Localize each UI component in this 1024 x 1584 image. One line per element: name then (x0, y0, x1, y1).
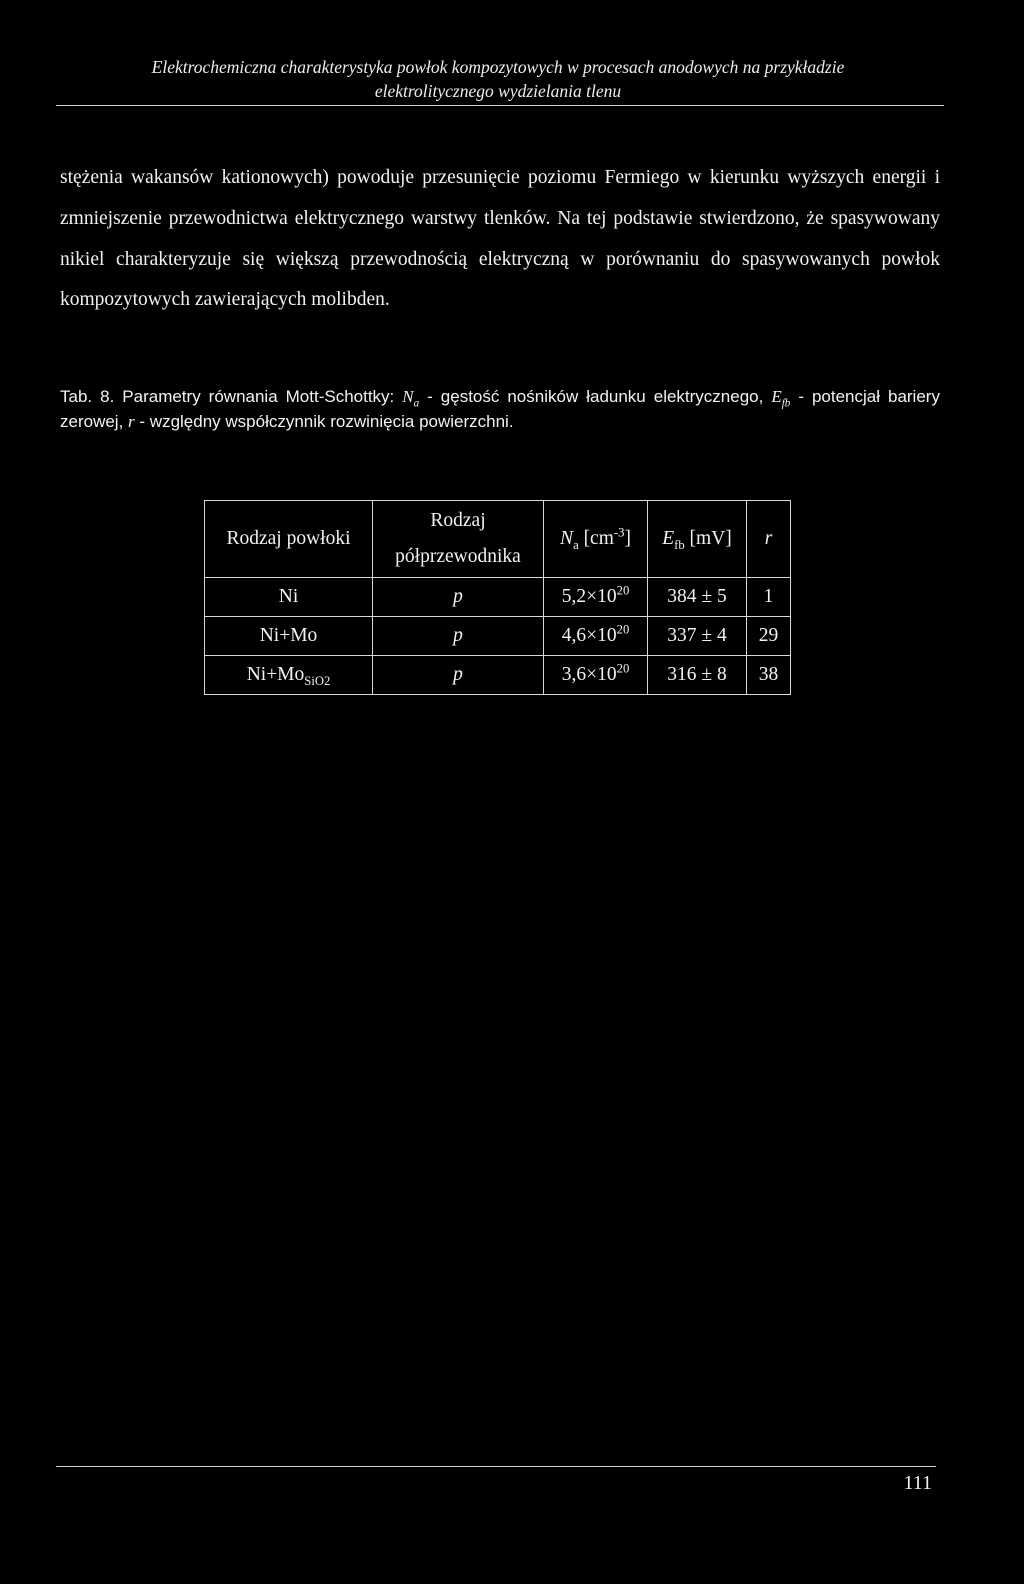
caption-symbol-efb: $E_{fb}$ (771, 387, 791, 410)
running-head-line-2: elektrolitycznego wydzielania tlenu (374, 81, 622, 101)
table-row (205, 578, 791, 617)
caption-text-2: - gęstość nośników ładunku elektrycznego, (427, 387, 764, 406)
header-roughness: r (747, 501, 791, 578)
table-row (205, 656, 791, 695)
header-semiconductor-type: Rodzaj półprzewodnika (373, 501, 544, 578)
cell-coating: Ni (205, 578, 373, 617)
footer-rule (56, 1466, 936, 1467)
table-caption (60, 384, 940, 434)
header-rule (56, 105, 944, 106)
cell-na: $3,6\times 10^{20}$ (544, 656, 648, 695)
header-carrier-density: $N_a$ $[cm^{-3}]$ (544, 501, 648, 578)
cell-coating: $Ni+Mo_{SiO2}$ (205, 656, 373, 695)
caption-text-4: - względny współczynnik rozwinięcia powierzchni. (139, 412, 514, 431)
parameters-table (204, 500, 791, 695)
header-flatband-potential: $E_{fb}$ [mV] (648, 501, 747, 578)
cell-type: p (373, 578, 544, 617)
cell-coating: Ni+Mo (205, 617, 373, 656)
body-paragraph: stężenia wakansów kationowych) powoduje przesunięcie poziomu Fermiego w kierunku wyższych energii i zmniejszenie przewodnictwa elektrycznego warstwy tlenków. Na tej podstawie stwierdzono, że spasywowany nikiel charakteryzuje się większą przewodnością elektryczną w porównaniu do spasywowanych powłok kompozytowych zawierających molibden. (60, 167, 940, 311)
cell-r: 1 (747, 578, 791, 617)
header-coating-type: Rodzaj powłoki (205, 501, 373, 578)
running-head-line-1: Elektrochemiczna charakterystyka powłok kompozytowych w procesach anodowych na przykładzie (151, 57, 845, 77)
cell-na: $4,6\times 10^{20}$ (544, 617, 648, 656)
table-header-row (205, 501, 791, 578)
caption-text-1: Parametry równania Mott-Schottky: (122, 387, 395, 406)
caption-symbol-r: r (128, 412, 135, 431)
table-row (205, 617, 791, 656)
cell-type: p (373, 617, 544, 656)
page-number: 111 (903, 1472, 932, 1494)
cell-efb: 316 ± 8 (648, 656, 747, 695)
cell-na: $5,2\times 10^{20}$ (544, 578, 648, 617)
cell-r: 29 (747, 617, 791, 656)
cell-efb: 384 ± 5 (648, 578, 747, 617)
caption-symbol-na: $N_a$ (402, 387, 420, 410)
caption-text-3: - potencjał bariery zerowej, (60, 387, 940, 431)
cell-r: 38 (747, 656, 791, 695)
running-head (56, 55, 940, 103)
cell-efb: 337 ± 4 (648, 617, 747, 656)
cell-type: p (373, 656, 544, 695)
caption-label: Tab. 8. (60, 387, 115, 406)
